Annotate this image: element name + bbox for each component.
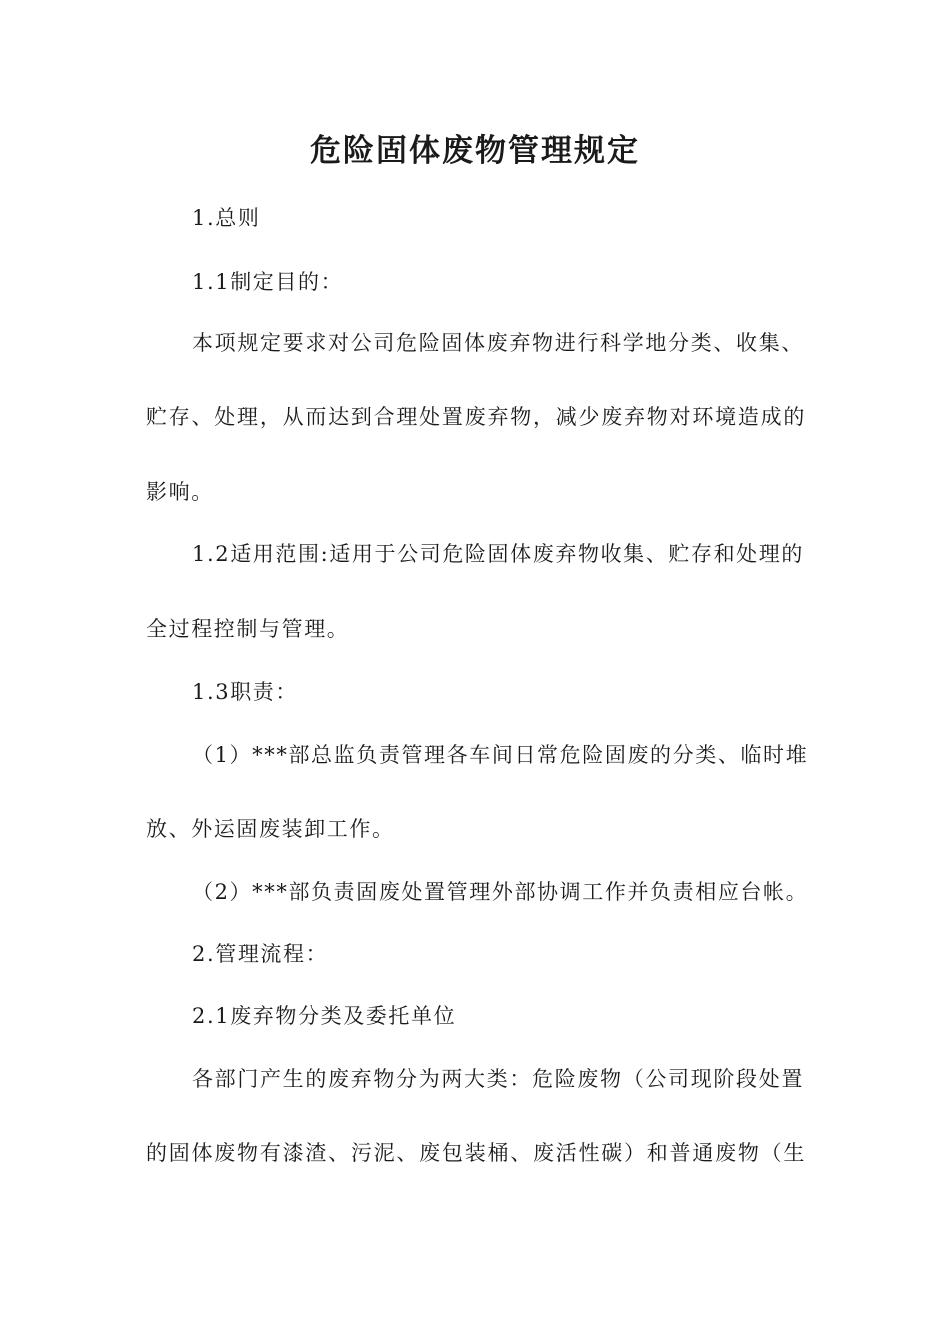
section-heading: 1.总则 — [192, 206, 261, 230]
paragraph-line: 1.2适用范围:适用于公司危险固体废弃物收集、贮存和处理的 — [192, 542, 804, 566]
subsection-heading: 1.3职责： — [192, 680, 298, 704]
subsection-heading: 1.1制定目的： — [192, 270, 344, 294]
paragraph-line: 影响。 — [146, 480, 214, 504]
document-title: 危险固体废物管理规定 — [310, 133, 640, 169]
subsection-heading: 2.1废弃物分类及委托单位 — [192, 1004, 457, 1028]
paragraph-line: 的固体废物有漆渣、污泥、废包装桶、废活性碳）和普通废物（生 — [146, 1141, 806, 1165]
paragraph-line: （2）***部负责固废处置管理外部协调工作并负责相应台帐。 — [192, 880, 809, 904]
paragraph-line: 各部门产生的废弃物分为两大类：危险废物（公司现阶段处置 — [192, 1067, 804, 1091]
paragraph-line: 本项规定要求对公司危险固体废弃物进行科学地分类、收集、 — [192, 331, 804, 355]
paragraph-line: 贮存、处理，从而达到合理处置废弃物，减少废弃物对环境造成的 — [146, 405, 806, 429]
section-heading: 2.管理流程： — [192, 942, 329, 966]
paragraph-line: 放、外运固废装卸工作。 — [146, 817, 395, 841]
paragraph-line: 全过程控制与管理。 — [146, 617, 350, 641]
paragraph-line: （1）***部总监负责管理各车间日常危险固废的分类、临时堆 — [192, 743, 809, 767]
